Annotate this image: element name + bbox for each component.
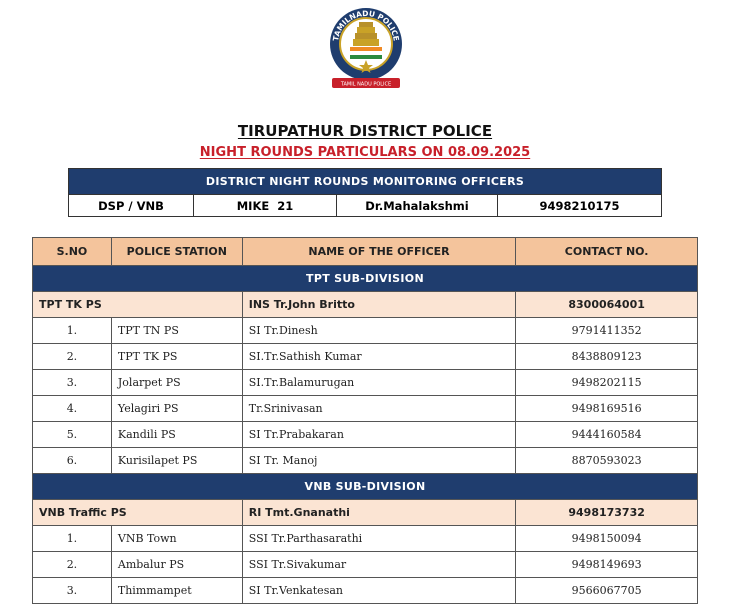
table-row <box>33 344 698 370</box>
row-sno: 1. <box>33 318 112 344</box>
division-header-row <box>33 474 698 500</box>
row-contact: 9498150094 <box>516 526 698 552</box>
row-station: Ambalur PS <box>111 552 242 578</box>
division-head-row <box>33 500 698 526</box>
table-row <box>33 396 698 422</box>
row-station: VNB Town <box>111 526 242 552</box>
row-contact: 9498149693 <box>516 552 698 578</box>
page-subtitle: NIGHT ROUNDS PARTICULARS ON 08.09.2025 <box>199 145 531 160</box>
monitoring-contact: 9498210175 <box>498 195 662 217</box>
division-head-station: VNB Traffic PS <box>33 500 243 526</box>
row-sno: 4. <box>33 396 112 422</box>
column-header-contact: CONTACT NO. <box>516 238 698 266</box>
row-station: TPT TN PS <box>111 318 242 344</box>
row-station: Thimmampet <box>111 578 242 604</box>
monitoring-name: Dr.Mahalakshmi <box>337 195 498 217</box>
monitoring-header-row <box>69 169 662 195</box>
division-head-row <box>33 292 698 318</box>
row-sno: 3. <box>33 578 112 604</box>
row-officer: SI.Tr.Sathish Kumar <box>242 344 516 370</box>
row-officer: SI Tr.Venkatesan <box>242 578 516 604</box>
row-officer: SSI Tr.Sivakumar <box>242 552 516 578</box>
table-row <box>33 422 698 448</box>
row-officer: SI Tr.Prabakaran <box>242 422 516 448</box>
row-sno: 2. <box>33 344 112 370</box>
row-station: Kandili PS <box>111 422 242 448</box>
division-head-officer: INS Tr.John Britto <box>242 292 516 318</box>
row-contact: 9444160584 <box>516 422 698 448</box>
row-officer: Tr.Srinivasan <box>242 396 516 422</box>
table-row <box>33 370 698 396</box>
monitoring-row <box>69 195 662 217</box>
row-station: Yelagiri PS <box>111 396 242 422</box>
flag-stripes <box>350 47 382 59</box>
night-rounds-table <box>32 237 698 604</box>
row-sno: 1. <box>33 526 112 552</box>
row-officer: SSI Tr.Parthasarathi <box>242 526 516 552</box>
row-contact: 9791411352 <box>516 318 698 344</box>
monitoring-designation: DSP / VNB <box>69 195 194 217</box>
emblem-arc-text: TAMILNADU POLICE <box>331 8 401 42</box>
column-header-row <box>33 238 698 266</box>
row-sno: 2. <box>33 552 112 578</box>
emblem-ribbon-text: TAMIL NADU POLICE <box>340 81 392 88</box>
tamilnadu-police-emblem <box>326 4 406 94</box>
row-contact: 9498202115 <box>516 370 698 396</box>
division-head-contact: 9498173732 <box>516 500 698 526</box>
monitoring-callsign: MIKE 21 <box>194 195 337 217</box>
row-contact: 9498169516 <box>516 396 698 422</box>
row-officer: SI.Tr.Balamurugan <box>242 370 516 396</box>
column-header-officer: NAME OF THE OFFICER <box>242 238 516 266</box>
division-header-row <box>33 266 698 292</box>
row-station: Kurisilapet PS <box>111 448 242 474</box>
monitoring-heading: DISTRICT NIGHT ROUNDS MONITORING OFFICERS <box>69 169 662 195</box>
table-row <box>33 448 698 474</box>
row-contact: 8870593023 <box>516 448 698 474</box>
table-row <box>33 552 698 578</box>
column-header-station: POLICE STATION <box>111 238 242 266</box>
page-title: TIRUPATHUR DISTRICT POLICE <box>237 122 493 140</box>
row-contact: 8438809123 <box>516 344 698 370</box>
row-sno: 3. <box>33 370 112 396</box>
row-officer: SI Tr.Dinesh <box>242 318 516 344</box>
division-title: VNB SUB-DIVISION <box>33 474 698 500</box>
row-sno: 6. <box>33 448 112 474</box>
division-title: TPT SUB-DIVISION <box>33 266 698 292</box>
division-head-contact: 8300064001 <box>516 292 698 318</box>
division-head-officer: RI Tmt.Gnanathi <box>242 500 516 526</box>
row-station: Jolarpet PS <box>111 370 242 396</box>
row-sno: 5. <box>33 422 112 448</box>
division-head-station: TPT TK PS <box>33 292 243 318</box>
column-header-sno: S.NO <box>33 238 112 266</box>
row-station: TPT TK PS <box>111 344 242 370</box>
table-row <box>33 526 698 552</box>
table-row <box>33 318 698 344</box>
monitoring-officers-table <box>68 168 662 217</box>
row-contact: 9566067705 <box>516 578 698 604</box>
row-officer: SI Tr. Manoj <box>242 448 516 474</box>
